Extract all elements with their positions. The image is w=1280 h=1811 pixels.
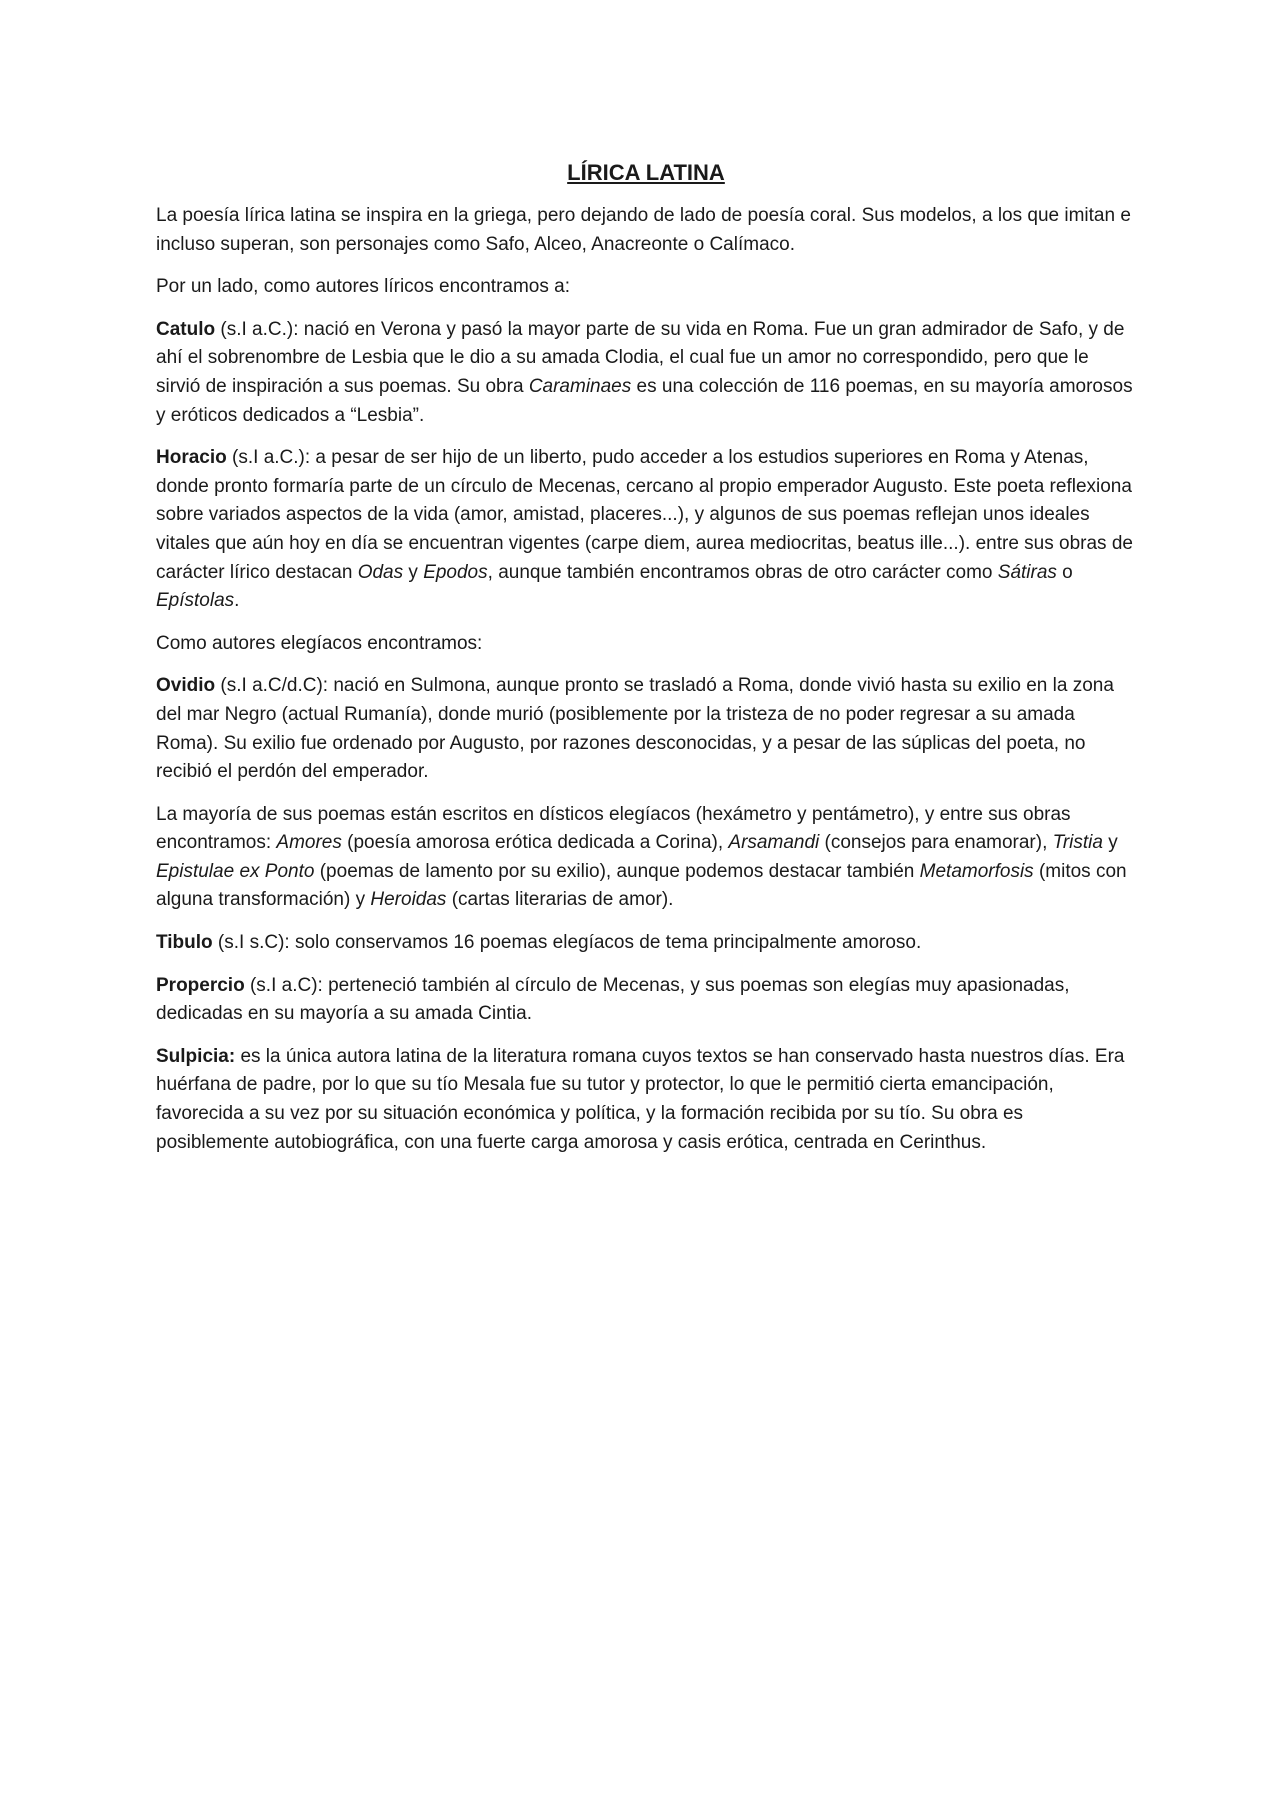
horacio-paragraph xyxy=(156,444,1136,616)
ovidio-work-metamorfosis: Metamorfosis xyxy=(919,860,1034,882)
horacio-text-3: , aunque también encontramos obras de otro carácter como xyxy=(487,561,998,583)
horacio-name: Horacio xyxy=(156,447,227,469)
ovidio-paragraph xyxy=(156,672,1136,786)
horacio-work-odas: Odas xyxy=(357,561,404,583)
catulo-text-2: es una colección de 116 poemas, en su mayoría amorosos y eróticos dedicados a “Lesbia”. xyxy=(156,375,1133,426)
catulo-paragraph xyxy=(156,316,1136,430)
horacio-work-epistolas: Epístolas xyxy=(156,590,235,612)
ovidio-obras-text-7: (cartas literarias de amor). xyxy=(446,889,674,911)
ovidio-work-heroidas: Heroidas xyxy=(370,889,447,911)
intro-paragraph: La poesía lírica latina se inspira en la griega, pero dejando de lado de poesía coral. Sus modelos, a los que imitan e incluso superan, son personajes como Safo, Alceo, Anacreonte o Calímaco. xyxy=(156,205,1131,255)
tibulo-text-1: (s.I s.C): solo conservamos 16 poemas elegíacos de tema principalmente amoroso. xyxy=(212,932,922,954)
ovidio-obras-text-3: (consejos para enamorar), xyxy=(819,832,1053,854)
ovidio-obras-text-4: y xyxy=(1102,832,1118,854)
sulpicia-text-1: es la única autora latina de la literatura romana cuyos textos se han conservado hasta nuestros días. Era huérfana de padre, por lo que su tío Mesala fue su tutor y protector, lo que le permitió cierta emancipación, favorecida a su vez por su situación económica y política, y la formación recibida por su tío. Su obra es posiblemente autobiográfica, con una fuerte carga amorosa y casis erótica, centrada en Cerinthus. xyxy=(156,1045,1125,1153)
propercio-text-1: (s.I a.C): perteneció también al círculo de Mecenas, y sus poemas son elegías muy apasionadas, dedicadas en su mayoría a su amada Cintia. xyxy=(156,974,1070,1025)
ovidio-work-amores: Amores xyxy=(276,832,342,854)
horacio-text-1: (s.I a.C.): a pesar de ser hijo de un liberto, pudo acceder a los estudios superiores en Roma y Atenas, donde pronto formaría parte de un círculo de Mecenas, cercano al propio emperador Augusto. Este poeta reflexiona sobre variados aspectos de la vida (amor, amistad, placeres...), y algunos de sus poemas reflejan unos ideales vitales que aún hoy en día se encuentran vigentes (carpe diem, aurea mediocritas, beatus ille...). entre sus obras de carácter lírico destacan xyxy=(156,447,1133,583)
elegiacos-intro-paragraph: Como autores elegíacos encontramos: xyxy=(156,632,483,654)
ovidio-obras-text-6: (mitos con alguna transformación) y xyxy=(156,860,1127,911)
horacio-text-5: . xyxy=(234,590,240,612)
horacio-text-4: o xyxy=(1056,561,1073,583)
ovidio-obras-text-2: (poesía amorosa erótica dedicada a Corina), xyxy=(341,832,729,854)
ovidio-obras-text-1: La mayoría de sus poemas están escritos en dísticos elegíacos (hexámetro y pentámetro), y entre sus obras encontramos: xyxy=(156,803,1071,854)
propercio-name: Propercio xyxy=(156,974,245,996)
ovidio-text-1: (s.I a.C/d.C): nació en Sulmona, aunque pronto se trasladó a Roma, donde vivió hasta su exilio en la zona del mar Negro (actual Rumanía), donde murió (posiblemente por la tristeza de no poder regresar a su amada Roma). Su exilio fue ordenado por Augusto, por razones desconocidas, y a pesar de las súplicas del poeta, no recibió el perdón del emperador. xyxy=(156,675,1114,783)
page-title: LÍRICA LATINA xyxy=(567,160,725,185)
catulo-text-1: (s.I a.C.): nació en Verona y pasó la mayor parte de su vida en Roma. Fue un gran admirador de Safo, y de ahí el sobrenombre de Lesbia que le dio a su amada Clodia, el cual fue un amor no correspondido, pero que le sirvió de inspiración a sus poemas. Su obra xyxy=(156,318,1125,397)
ovidio-obras-paragraph xyxy=(156,801,1136,915)
ovidio-obras-text-5: (poemas de lamento por su exilio), aunque podemos destacar también xyxy=(314,860,920,882)
catulo-work: Caraminaes xyxy=(528,375,632,397)
tibulo-paragraph xyxy=(156,929,1136,958)
catulo-name: Catulo xyxy=(156,318,216,340)
ovidio-work-arsamandi: Arsamandi xyxy=(728,832,820,854)
horacio-work-satiras: Sátiras xyxy=(997,561,1057,583)
tibulo-name: Tibulo xyxy=(156,932,213,954)
ovidio-work-epistulae: Epistulae ex Ponto xyxy=(156,860,315,882)
ovidio-work-tristia: Tristia xyxy=(1052,832,1103,854)
sulpicia-name: Sulpicia: xyxy=(156,1045,236,1067)
sulpicia-paragraph xyxy=(156,1043,1136,1157)
horacio-work-epodos: Epodos xyxy=(423,561,488,583)
liricos-intro-paragraph: Por un lado, como autores líricos encontramos a: xyxy=(156,276,570,298)
horacio-text-2: y xyxy=(403,561,424,583)
ovidio-name: Ovidio xyxy=(156,675,216,697)
document-body xyxy=(156,158,1136,1171)
propercio-paragraph xyxy=(156,972,1136,1029)
